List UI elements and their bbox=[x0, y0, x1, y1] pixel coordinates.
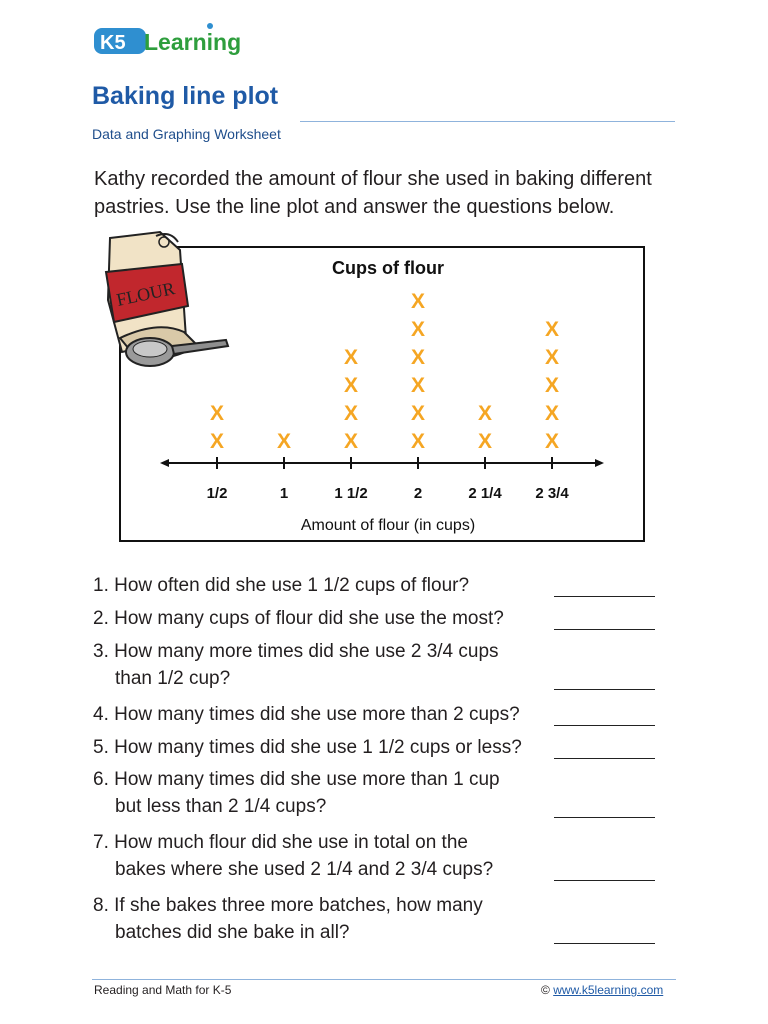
plot-x-mark: X bbox=[410, 290, 426, 313]
svg-text:Learning: Learning bbox=[144, 29, 242, 55]
plot-x-mark: X bbox=[343, 402, 359, 425]
answer-blank-4[interactable] bbox=[554, 725, 655, 726]
plot-x-mark: X bbox=[544, 402, 560, 425]
page-title: Baking line plot bbox=[92, 82, 279, 110]
question-text-line: How many times did she use more than 1 cup bbox=[114, 769, 500, 790]
intro-text: Kathy recorded the amount of flour she used in baking different pastries. Use the line plot and answer the questions below. bbox=[94, 168, 652, 218]
page-subtitle: Data and Graphing Worksheet bbox=[92, 126, 281, 142]
question-text-line: If she bakes three more batches, how many bbox=[114, 895, 483, 916]
question-6 bbox=[93, 766, 563, 820]
x-tick-label: 2 bbox=[413, 485, 423, 502]
x-tick-label: 2 1/4 bbox=[468, 485, 502, 502]
question-text-line: How many cups of flour did she use the most? bbox=[114, 608, 504, 629]
question-text-line: How many times did she use 1 1/2 cups or less? bbox=[114, 737, 522, 758]
flour-bag-label: FLOUR bbox=[114, 278, 177, 310]
footer-copyright bbox=[541, 983, 663, 997]
question-number: 7. bbox=[93, 832, 109, 853]
plot-x-mark: X bbox=[477, 430, 493, 453]
question-text-line: How often did she use 1 1/2 cups of flour? bbox=[114, 575, 470, 596]
x-tick-label: 1 1/2 bbox=[334, 485, 368, 502]
plot-x-mark: X bbox=[343, 346, 359, 369]
plot-x-mark: X bbox=[544, 430, 560, 453]
k5learning-link[interactable]: www.k5learning.com bbox=[553, 983, 664, 997]
question-number: 6. bbox=[93, 769, 109, 790]
question-text-line: How much flour did she use in total on the bbox=[114, 832, 468, 853]
question-number: 4. bbox=[93, 704, 109, 725]
x-tick-label: 2 3/4 bbox=[535, 485, 569, 502]
answer-blank-6[interactable] bbox=[554, 817, 655, 818]
plot-x-mark: X bbox=[410, 430, 426, 453]
plot-x-mark: X bbox=[544, 346, 560, 369]
question-number: 5. bbox=[93, 737, 109, 758]
plot-x-mark: X bbox=[544, 318, 560, 341]
question-text-line: bakes where she used 2 1/4 and 2 3/4 cups? bbox=[115, 859, 494, 880]
question-number: 1. bbox=[93, 575, 109, 596]
question-text-line: but less than 2 1/4 cups? bbox=[115, 796, 327, 817]
x-axis-label: Amount of flour (in cups) bbox=[300, 517, 476, 534]
plot-x-mark: X bbox=[410, 346, 426, 369]
question-number: 2. bbox=[93, 608, 109, 629]
plot-x-mark: X bbox=[343, 430, 359, 453]
question-5 bbox=[93, 734, 563, 761]
question-2 bbox=[93, 605, 563, 632]
question-text-line: than 1/2 cup? bbox=[115, 668, 231, 689]
question-7 bbox=[93, 829, 563, 883]
plot-x-mark: X bbox=[410, 374, 426, 397]
answer-blank-8[interactable] bbox=[554, 943, 655, 944]
plot-x-mark: X bbox=[209, 402, 225, 425]
question-8 bbox=[93, 892, 563, 946]
x-tick-label: 1 bbox=[279, 485, 289, 502]
plot-x-mark: X bbox=[544, 374, 560, 397]
plot-x-mark: X bbox=[477, 402, 493, 425]
question-text-line: How many times did she use more than 2 cups? bbox=[114, 704, 520, 725]
answer-blank-3[interactable] bbox=[554, 689, 655, 690]
plot-x-mark: X bbox=[209, 430, 225, 453]
copyright-symbol: © bbox=[541, 983, 550, 997]
svg-text:K5: K5 bbox=[100, 32, 126, 54]
footer-tagline: Reading and Math for K-5 bbox=[94, 983, 232, 997]
answer-blank-7[interactable] bbox=[554, 880, 655, 881]
footer-divider bbox=[92, 979, 676, 980]
plot-x-mark: X bbox=[343, 374, 359, 397]
x-tick-label: 1/2 bbox=[206, 485, 228, 502]
question-1 bbox=[93, 572, 563, 599]
plot-x-mark: X bbox=[410, 318, 426, 341]
plot-x-mark: X bbox=[410, 402, 426, 425]
question-text-line: batches did she bake in all? bbox=[115, 922, 350, 943]
question-3 bbox=[93, 638, 563, 692]
chart-title: Cups of flour bbox=[332, 258, 444, 278]
answer-blank-5[interactable] bbox=[554, 758, 655, 759]
question-4 bbox=[93, 701, 563, 728]
question-number: 3. bbox=[93, 641, 109, 662]
question-text-line: How many more times did she use 2 3/4 cups bbox=[114, 641, 499, 662]
answer-blank-1[interactable] bbox=[554, 596, 655, 597]
plot-x-mark: X bbox=[276, 430, 292, 453]
answer-blank-2[interactable] bbox=[554, 629, 655, 630]
question-number: 8. bbox=[93, 895, 109, 916]
